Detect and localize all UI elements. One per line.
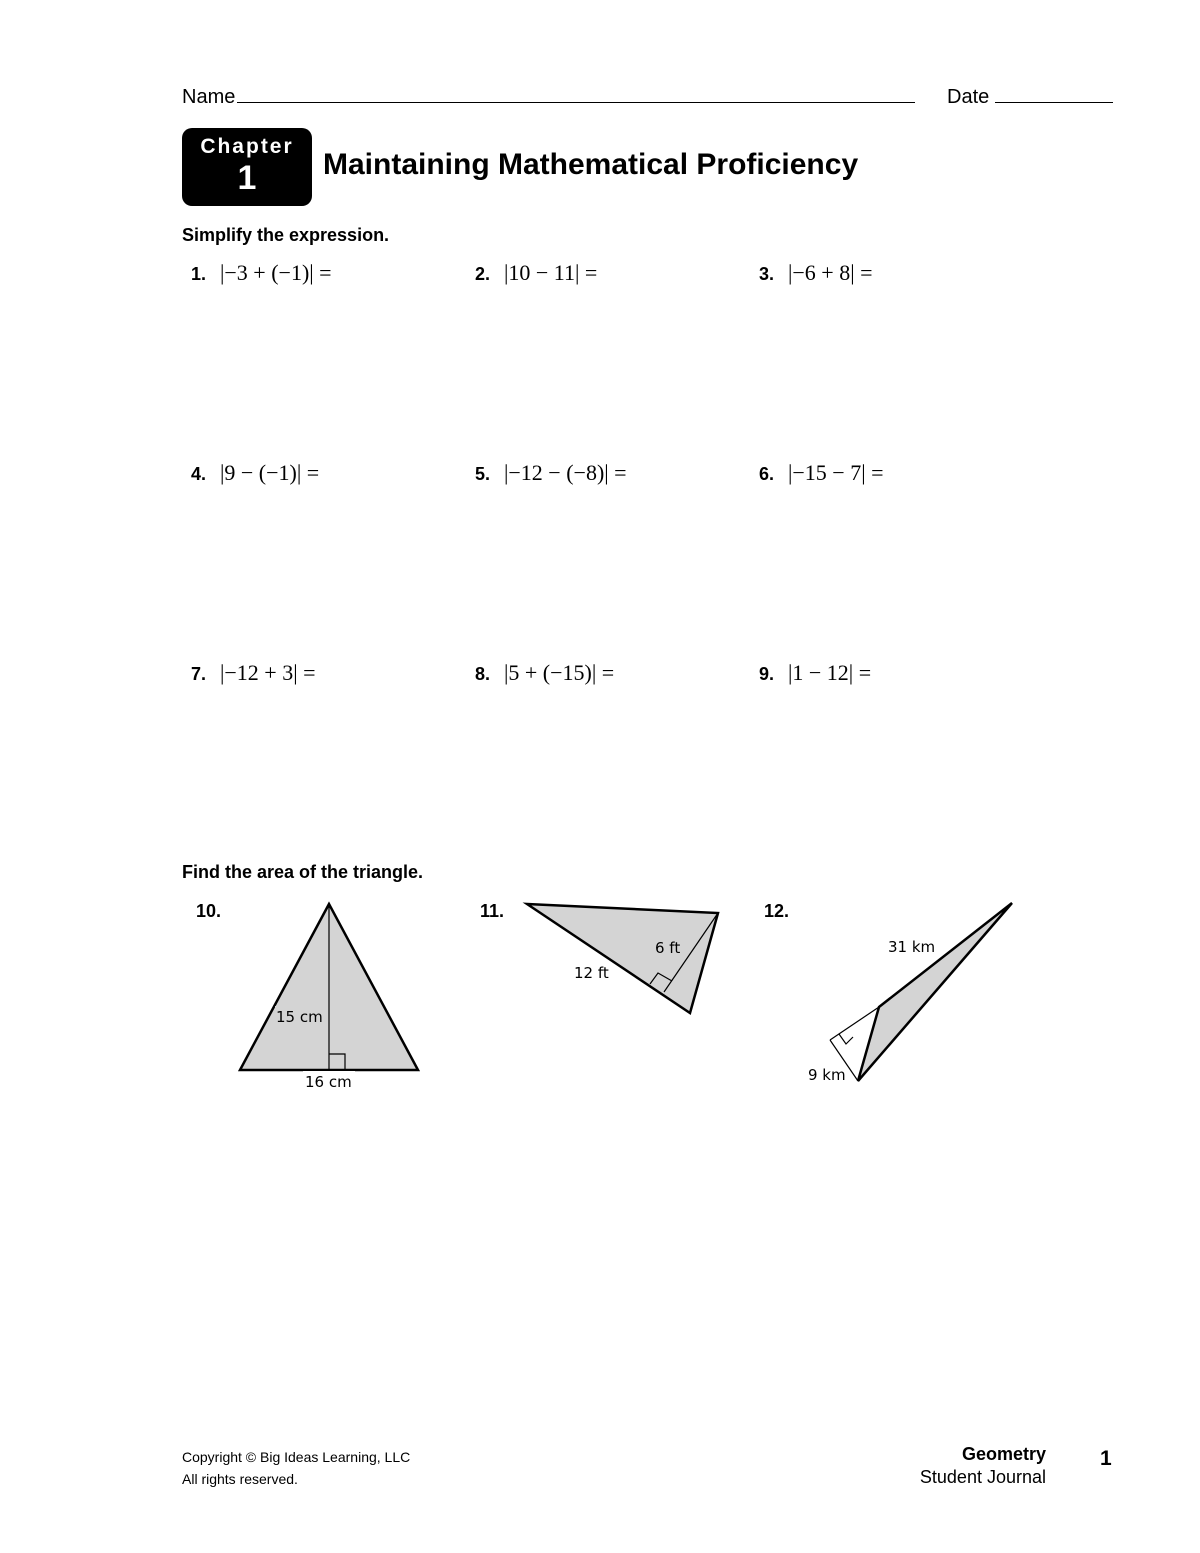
problem-number: 6. (758, 464, 774, 484)
page-title: Maintaining Mathematical Proficiency (323, 148, 859, 181)
triangle-12-shape (858, 903, 1012, 1081)
section1-instruction: Simplify the expression. (182, 225, 390, 245)
height-label-11: 6 ft (655, 939, 681, 957)
problem-number: 7. (190, 664, 206, 684)
problem-number: 8. (474, 664, 490, 684)
figure-number-11: 11. (480, 901, 505, 921)
triangle-11-shape (527, 904, 718, 1013)
problem-number: 2. (474, 264, 490, 284)
copyright-text: Copyright © Big Ideas Learning, LLC (182, 1449, 411, 1465)
section2-instruction: Find the area of the triangle. (182, 862, 424, 882)
side-label-12: 31 km (888, 938, 936, 956)
problem-number: 3. (758, 264, 774, 284)
problem-expression: |−12 + 3| = (220, 660, 316, 685)
problem-expression: |−3 + (−1)| = (220, 260, 332, 285)
base-label-11: 12 ft (574, 964, 609, 982)
problem-expression: |−15 − 7| = (788, 460, 884, 485)
figure-number-10: 10. (196, 901, 222, 921)
height-label-10: 15 cm (276, 1008, 323, 1026)
book-title: Geometry (961, 1444, 1046, 1464)
right-angle-mark (839, 1034, 853, 1044)
problem-expression: |1 − 12| = (788, 660, 872, 685)
height-label-12: 9 km (808, 1066, 846, 1084)
chapter-label: Chapter (200, 135, 294, 158)
triangle-10 (240, 904, 418, 1091)
problem-expression: |10 − 11| = (504, 260, 598, 285)
problem-number: 1. (190, 264, 206, 284)
problem-expression: |9 − (−1)| = (220, 460, 320, 485)
name-label: Name (182, 86, 236, 108)
problem-expression: |5 + (−15)| = (504, 660, 615, 685)
book-info (860, 1443, 1046, 1489)
rights-text: All rights reserved. (182, 1471, 298, 1487)
figure-number-12: 12. (764, 901, 790, 921)
triangle-12 (808, 903, 1012, 1084)
book-subtitle: Student Journal (919, 1467, 1046, 1487)
chapter-number: 1 (237, 159, 257, 197)
problem-expression: |−12 − (−8)| = (504, 460, 627, 485)
triangle-11 (527, 904, 718, 1013)
copyright-block (182, 1446, 410, 1490)
problem-number: 4. (190, 464, 206, 484)
date-label: Date (947, 86, 990, 108)
problem-expression: |−6 + 8| = (788, 260, 873, 285)
problem-number: 5. (474, 464, 490, 484)
base-label-10: 16 cm (305, 1073, 352, 1091)
page-number: 1 (1100, 1447, 1112, 1470)
problem-number: 9. (758, 664, 774, 684)
